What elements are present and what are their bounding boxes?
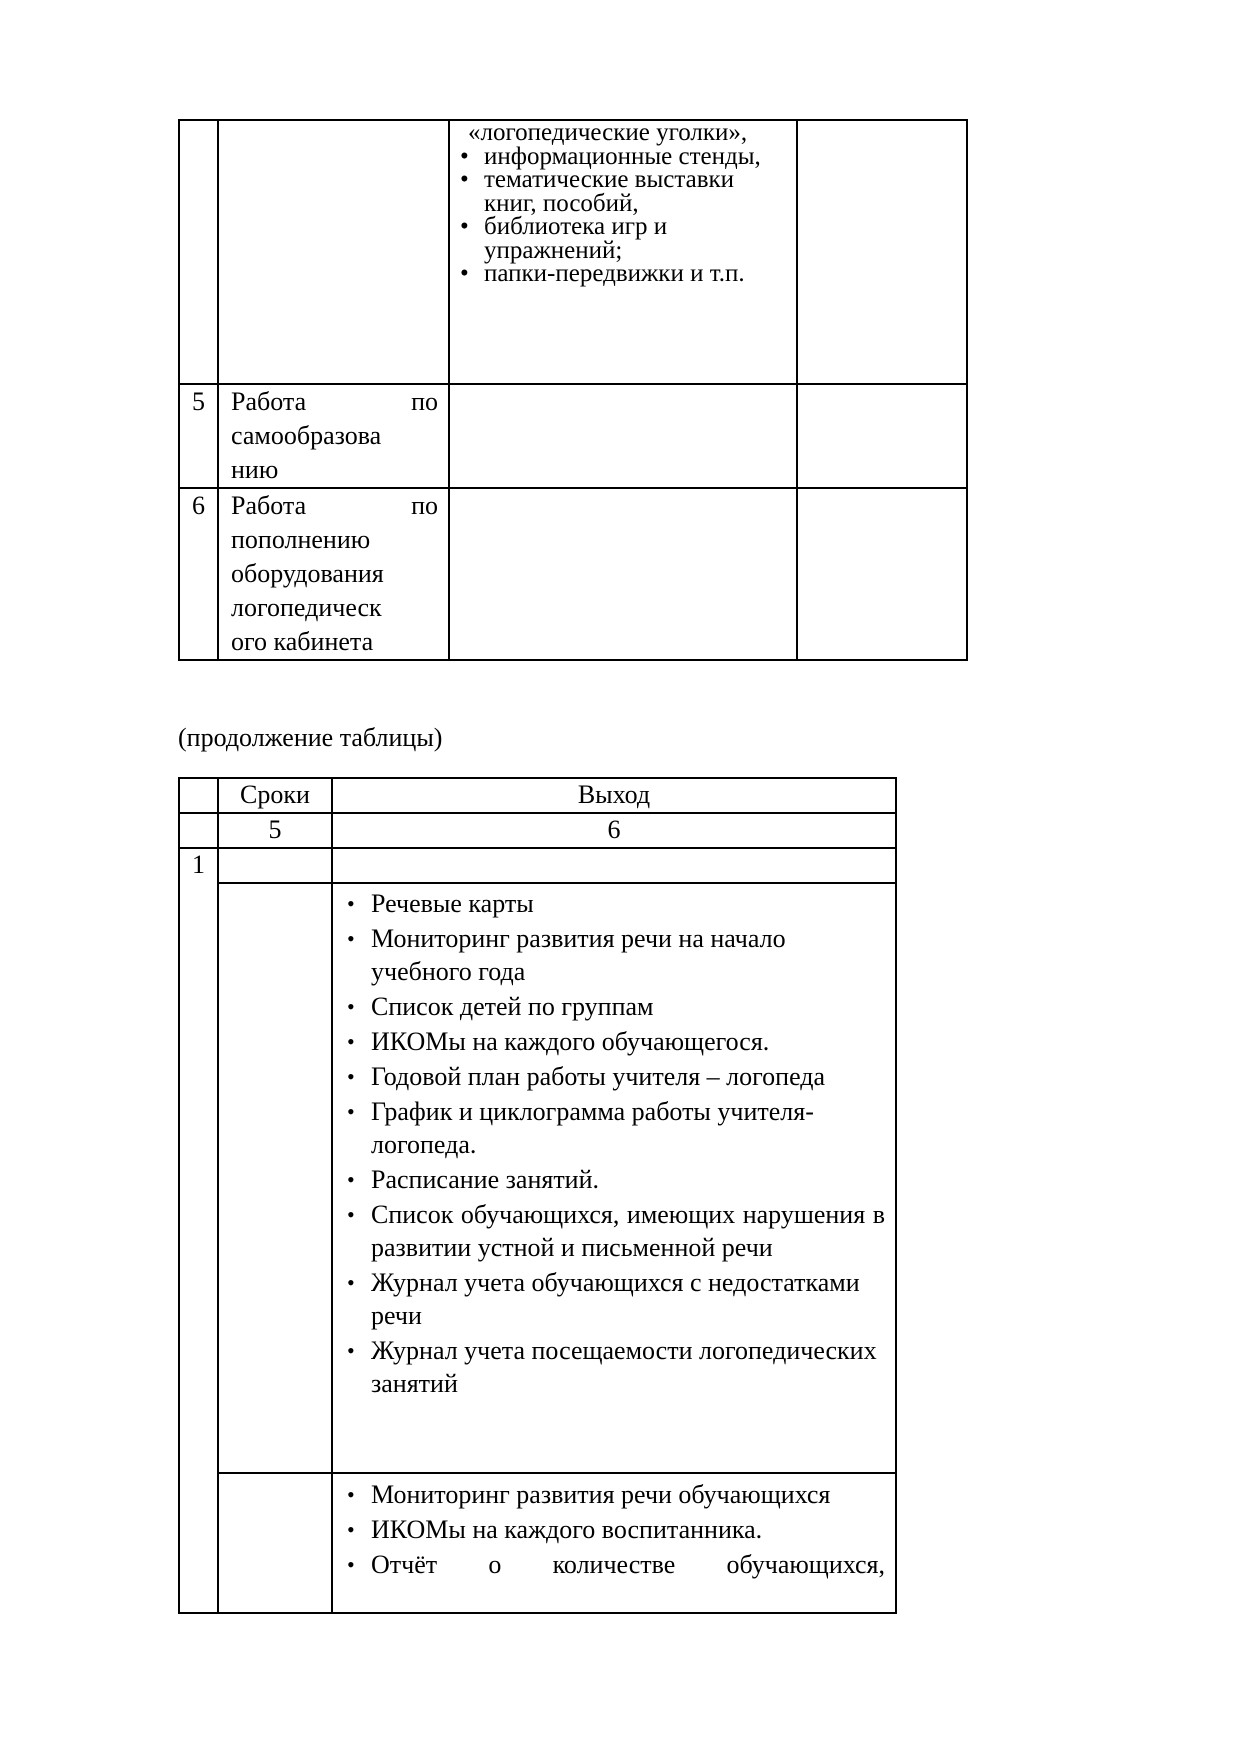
row-number: 6 bbox=[179, 488, 218, 660]
table-cell bbox=[218, 120, 449, 384]
row-number: 1 bbox=[179, 848, 218, 1613]
column-header-dates: Сроки bbox=[218, 778, 332, 813]
output-list-cell bbox=[332, 1473, 896, 1613]
table-cell bbox=[449, 384, 797, 488]
list-item: «логопедические уголки», bbox=[468, 119, 748, 146]
bullet-icon: • bbox=[347, 926, 355, 951]
table-row bbox=[179, 488, 967, 660]
table-cell bbox=[797, 488, 967, 660]
bullet-icon: • bbox=[347, 1552, 355, 1577]
bullet-icon: • bbox=[460, 142, 469, 170]
table-cell bbox=[179, 778, 218, 813]
bullet-icon: • bbox=[347, 1167, 355, 1192]
list-item: • тематические выставки книг, пособий, bbox=[460, 166, 735, 217]
bullet-icon: • bbox=[347, 1338, 355, 1363]
output-list bbox=[333, 887, 895, 1400]
table-cell bbox=[797, 384, 967, 488]
forms-cell bbox=[449, 120, 797, 384]
bullet-icon: • bbox=[347, 1517, 355, 1542]
list-item: • Мониторинг развития речи на начало учебного года bbox=[347, 924, 786, 986]
row-label: Работа по пополнению оборудования логопедическ ого кабинета bbox=[218, 488, 449, 660]
list-item: • ИКОМы на каждого воспитанника. bbox=[347, 1515, 763, 1544]
bullet-icon: • bbox=[460, 213, 469, 240]
activity-table-continued bbox=[178, 119, 968, 661]
table-row bbox=[179, 1473, 896, 1613]
forms-list bbox=[460, 121, 778, 286]
bullet-icon: • bbox=[347, 1029, 355, 1054]
table-cell bbox=[218, 1473, 332, 1613]
list-item: • Отчёт о количестве обучающихся, bbox=[347, 1550, 885, 1579]
table-row bbox=[179, 883, 896, 1473]
table-cell bbox=[332, 848, 896, 883]
bullet-icon: • bbox=[347, 1099, 355, 1124]
table-cell bbox=[179, 120, 218, 384]
list-item: • Список обучающихся, имеющих нарушения в развитии устной и письменной речи bbox=[347, 1200, 885, 1262]
bullet-icon: • bbox=[460, 260, 469, 287]
list-item: • Речевые карты bbox=[347, 889, 534, 918]
table-row bbox=[179, 120, 967, 384]
table-cell bbox=[449, 488, 797, 660]
list-item: • ИКОМы на каждого обучающегося. bbox=[347, 1027, 770, 1056]
output-table bbox=[178, 777, 897, 1614]
column-header-output: Выход bbox=[332, 778, 896, 813]
list-item: • информационные стенды, bbox=[460, 142, 761, 170]
output-list-cell bbox=[332, 883, 896, 1473]
output-list bbox=[333, 1478, 895, 1581]
column-number: 6 bbox=[332, 813, 896, 848]
bullet-icon: • bbox=[347, 891, 355, 916]
bullet-icon: • bbox=[347, 1270, 355, 1295]
table-cell bbox=[797, 120, 967, 384]
bullet-icon: • bbox=[347, 994, 355, 1019]
table-continuation-caption: (продолжение таблицы) bbox=[178, 723, 443, 752]
list-item: • папки-передвижки и т.п. bbox=[460, 260, 745, 287]
list-item: • Список детей по группам bbox=[347, 992, 654, 1021]
list-item: • библиотека игр и упражнений; bbox=[460, 213, 668, 264]
list-item: • График и циклограмма работы учителя-логопеда. bbox=[347, 1097, 814, 1159]
list-item: • Журнал учета обучающихся с недостатками речи bbox=[347, 1268, 860, 1330]
table-row bbox=[179, 848, 896, 883]
column-number: 5 bbox=[218, 813, 332, 848]
bullet-icon: • bbox=[347, 1482, 355, 1507]
row-label: Работа по самообразова нию bbox=[218, 384, 449, 488]
header-row bbox=[179, 778, 896, 813]
list-item: • Мониторинг развития речи обучающихся bbox=[347, 1480, 831, 1509]
table-cell bbox=[218, 848, 332, 883]
bullet-icon: • bbox=[347, 1202, 355, 1227]
bullet-icon: • bbox=[460, 166, 469, 193]
table-cell bbox=[218, 883, 332, 1473]
row-number: 5 bbox=[179, 384, 218, 488]
list-item: • Журнал учета посещаемости логопедических занятий bbox=[347, 1336, 877, 1398]
table-row bbox=[179, 384, 967, 488]
column-number-row bbox=[179, 813, 896, 848]
list-item: • Расписание занятий. bbox=[347, 1165, 600, 1194]
bullet-icon: • bbox=[347, 1064, 355, 1089]
list-item: • Годовой план работы учителя – логопеда bbox=[347, 1062, 826, 1091]
table-cell bbox=[179, 813, 218, 848]
